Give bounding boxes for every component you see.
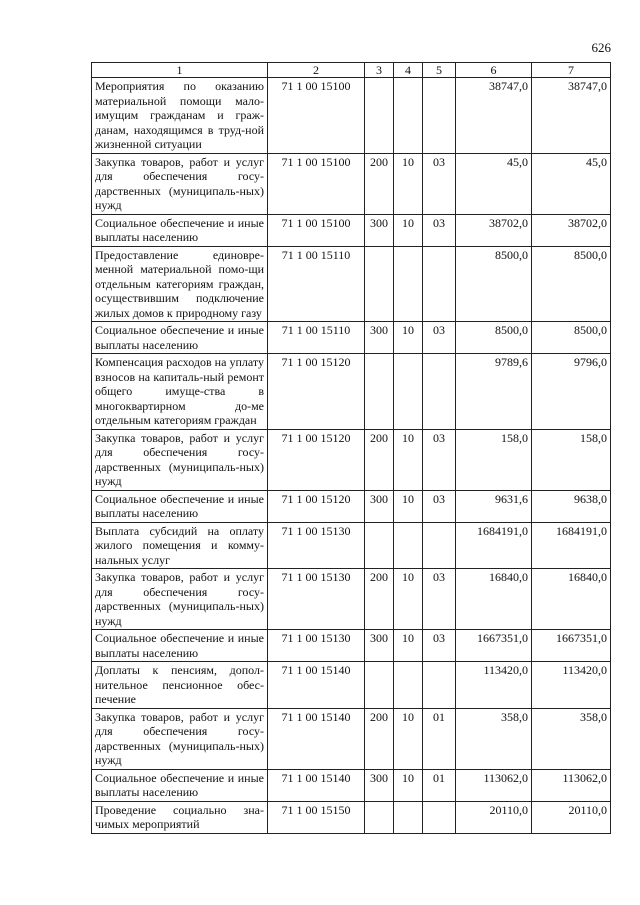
table-row bbox=[92, 801, 611, 833]
row-code-cell: 71 1 00 15120 bbox=[268, 490, 365, 522]
row-amount-6-cell: 38702,0 bbox=[456, 214, 532, 246]
row-amount-7-cell: 38747,0 bbox=[532, 78, 611, 154]
table-row bbox=[92, 214, 611, 246]
row-section-cell: 10 bbox=[394, 769, 423, 801]
row-subsection-cell bbox=[423, 246, 456, 322]
column-header-5: 5 bbox=[423, 63, 456, 78]
table-row bbox=[92, 246, 611, 322]
row-section-cell: 10 bbox=[394, 429, 423, 490]
row-expense-type-cell bbox=[365, 78, 394, 154]
row-name-cell: Социальное обеспечение и иные выплаты населению bbox=[92, 214, 268, 246]
row-code-cell: 71 1 00 15110 bbox=[268, 322, 365, 354]
row-name-cell: Социальное обеспечение и иные выплаты населению bbox=[92, 322, 268, 354]
row-expense-type-cell: 200 bbox=[365, 153, 394, 214]
table-row bbox=[92, 769, 611, 801]
row-amount-7-cell: 8500,0 bbox=[532, 246, 611, 322]
row-expense-type-cell bbox=[365, 662, 394, 709]
row-section-cell: 10 bbox=[394, 214, 423, 246]
row-subsection-cell: 03 bbox=[423, 630, 456, 662]
row-code-cell: 71 1 00 15110 bbox=[268, 246, 365, 322]
row-code-cell: 71 1 00 15140 bbox=[268, 662, 365, 709]
row-name-cell: Социальное обеспечение и иные выплаты населению bbox=[92, 630, 268, 662]
row-name-cell: Закупка товаров, работ и услуг для обеспечения госу-дарственных (муниципаль-ных) нужд bbox=[92, 153, 268, 214]
row-subsection-cell: 03 bbox=[423, 322, 456, 354]
row-expense-type-cell bbox=[365, 354, 394, 430]
row-section-cell bbox=[394, 801, 423, 833]
row-amount-6-cell: 158,0 bbox=[456, 429, 532, 490]
row-name-cell: Доплаты к пенсиям, допол-нительное пенсионное обес-печение bbox=[92, 662, 268, 709]
row-code-cell: 71 1 00 15100 bbox=[268, 78, 365, 154]
row-name-cell: Выплата субсидий на оплату жилого помещения и комму-нальных услуг bbox=[92, 522, 268, 569]
row-amount-7-cell: 113062,0 bbox=[532, 769, 611, 801]
budget-table bbox=[91, 62, 611, 834]
column-header-2: 2 bbox=[268, 63, 365, 78]
row-subsection-cell: 03 bbox=[423, 569, 456, 630]
row-amount-6-cell: 113420,0 bbox=[456, 662, 532, 709]
row-amount-6-cell: 358,0 bbox=[456, 708, 532, 769]
row-subsection-cell bbox=[423, 522, 456, 569]
row-expense-type-cell bbox=[365, 522, 394, 569]
row-name-cell: Закупка товаров, работ и услуг для обеспечения госу-дарственных (муниципаль-ных) нужд bbox=[92, 429, 268, 490]
row-subsection-cell: 01 bbox=[423, 769, 456, 801]
row-subsection-cell: 03 bbox=[423, 153, 456, 214]
row-amount-7-cell: 20110,0 bbox=[532, 801, 611, 833]
row-code-cell: 71 1 00 15140 bbox=[268, 769, 365, 801]
row-name-cell: Закупка товаров, работ и услуг для обеспечения госу-дарственных (муниципаль-ных) нужд bbox=[92, 569, 268, 630]
row-subsection-cell: 01 bbox=[423, 708, 456, 769]
row-amount-6-cell: 16840,0 bbox=[456, 569, 532, 630]
table-row bbox=[92, 630, 611, 662]
row-name-cell: Предоставление единовре-менной материальной помо-щи отдельным категориям граждан, осуществившим подключение жилых домов к природному газу bbox=[92, 246, 268, 322]
row-amount-6-cell: 8500,0 bbox=[456, 246, 532, 322]
row-amount-7-cell: 16840,0 bbox=[532, 569, 611, 630]
row-name-cell: Закупка товаров, работ и услуг для обеспечения госу-дарственных (муниципаль-ных) нужд bbox=[92, 708, 268, 769]
row-expense-type-cell: 300 bbox=[365, 630, 394, 662]
row-section-cell: 10 bbox=[394, 569, 423, 630]
column-header-6: 6 bbox=[456, 63, 532, 78]
table-row bbox=[92, 569, 611, 630]
row-amount-7-cell: 358,0 bbox=[532, 708, 611, 769]
table-row bbox=[92, 429, 611, 490]
row-amount-7-cell: 113420,0 bbox=[532, 662, 611, 709]
row-code-cell: 71 1 00 15130 bbox=[268, 569, 365, 630]
row-section-cell bbox=[394, 354, 423, 430]
table-row bbox=[92, 662, 611, 709]
row-name-cell: Мероприятия по оказанию материальной помощи мало-имущим гражданам и граж-данам, находящимся в труд-ной жизненной ситуации bbox=[92, 78, 268, 154]
row-amount-6-cell: 9631,6 bbox=[456, 490, 532, 522]
row-section-cell bbox=[394, 78, 423, 154]
row-amount-6-cell: 1667351,0 bbox=[456, 630, 532, 662]
table-row bbox=[92, 153, 611, 214]
row-amount-7-cell: 9796,0 bbox=[532, 354, 611, 430]
row-subsection-cell bbox=[423, 801, 456, 833]
row-section-cell: 10 bbox=[394, 322, 423, 354]
row-section-cell bbox=[394, 522, 423, 569]
row-name-cell: Проведение социально зна-чимых мероприятий bbox=[92, 801, 268, 833]
table-row bbox=[92, 522, 611, 569]
row-amount-6-cell: 8500,0 bbox=[456, 322, 532, 354]
row-expense-type-cell bbox=[365, 801, 394, 833]
row-expense-type-cell: 300 bbox=[365, 490, 394, 522]
row-code-cell: 71 1 00 15140 bbox=[268, 708, 365, 769]
row-subsection-cell: 03 bbox=[423, 214, 456, 246]
row-code-cell: 71 1 00 15100 bbox=[268, 214, 365, 246]
row-code-cell: 71 1 00 15130 bbox=[268, 630, 365, 662]
column-header-7: 7 bbox=[532, 63, 611, 78]
table-row bbox=[92, 78, 611, 154]
row-expense-type-cell: 300 bbox=[365, 769, 394, 801]
row-expense-type-cell: 200 bbox=[365, 708, 394, 769]
row-amount-7-cell: 8500,0 bbox=[532, 322, 611, 354]
row-subsection-cell bbox=[423, 354, 456, 430]
row-amount-6-cell: 9789,6 bbox=[456, 354, 532, 430]
row-expense-type-cell bbox=[365, 246, 394, 322]
row-amount-7-cell: 158,0 bbox=[532, 429, 611, 490]
row-section-cell bbox=[394, 246, 423, 322]
row-code-cell: 71 1 00 15150 bbox=[268, 801, 365, 833]
row-name-cell: Социальное обеспечение и иные выплаты населению bbox=[92, 769, 268, 801]
row-section-cell: 10 bbox=[394, 630, 423, 662]
row-code-cell: 71 1 00 15100 bbox=[268, 153, 365, 214]
row-subsection-cell bbox=[423, 78, 456, 154]
row-code-cell: 71 1 00 15120 bbox=[268, 354, 365, 430]
row-amount-6-cell: 38747,0 bbox=[456, 78, 532, 154]
row-section-cell: 10 bbox=[394, 153, 423, 214]
row-amount-7-cell: 45,0 bbox=[532, 153, 611, 214]
row-code-cell: 71 1 00 15130 bbox=[268, 522, 365, 569]
row-section-cell: 10 bbox=[394, 490, 423, 522]
row-amount-7-cell: 38702,0 bbox=[532, 214, 611, 246]
page-number: 626 bbox=[591, 40, 611, 55]
row-amount-6-cell: 45,0 bbox=[456, 153, 532, 214]
row-subsection-cell bbox=[423, 662, 456, 709]
row-amount-6-cell: 1684191,0 bbox=[456, 522, 532, 569]
column-header-3: 3 bbox=[365, 63, 394, 78]
column-header-4: 4 bbox=[394, 63, 423, 78]
row-subsection-cell: 03 bbox=[423, 429, 456, 490]
row-expense-type-cell: 300 bbox=[365, 214, 394, 246]
row-expense-type-cell: 200 bbox=[365, 429, 394, 490]
table-row bbox=[92, 490, 611, 522]
table-row bbox=[92, 354, 611, 430]
row-name-cell: Социальное обеспечение и иные выплаты населению bbox=[92, 490, 268, 522]
table-row bbox=[92, 322, 611, 354]
row-amount-7-cell: 1684191,0 bbox=[532, 522, 611, 569]
row-expense-type-cell: 300 bbox=[365, 322, 394, 354]
header-row bbox=[92, 63, 611, 78]
row-name-cell: Компенсация расходов на уплату взносов на капиталь-ный ремонт общего имуще-ства в многоквартирном до-ме отдельным категориям граждан bbox=[92, 354, 268, 430]
row-expense-type-cell: 200 bbox=[365, 569, 394, 630]
row-amount-7-cell: 1667351,0 bbox=[532, 630, 611, 662]
row-subsection-cell: 03 bbox=[423, 490, 456, 522]
table-row bbox=[92, 708, 611, 769]
row-section-cell bbox=[394, 662, 423, 709]
column-header-1: 1 bbox=[92, 63, 268, 78]
row-amount-6-cell: 20110,0 bbox=[456, 801, 532, 833]
row-code-cell: 71 1 00 15120 bbox=[268, 429, 365, 490]
row-amount-6-cell: 113062,0 bbox=[456, 769, 532, 801]
row-amount-7-cell: 9638,0 bbox=[532, 490, 611, 522]
row-section-cell: 10 bbox=[394, 708, 423, 769]
